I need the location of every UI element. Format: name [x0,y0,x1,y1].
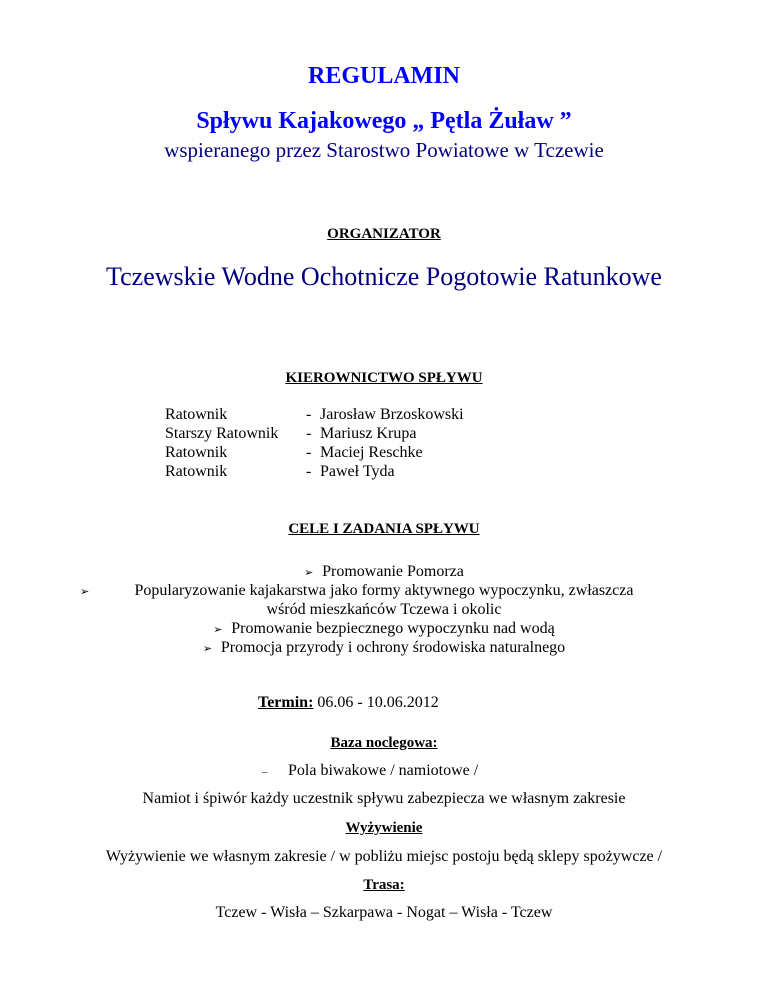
leadership-list [165,405,464,481]
leadership-row [165,462,464,481]
member-name: Paweł Tyda [320,463,395,480]
member-role: Ratownik [165,406,228,423]
goal-text: Promowanie Pomorza [322,563,464,580]
goal-text: Promowanie bezpiecznego wypoczynku nad wodą [231,620,555,637]
member-name: Jarosław Brzoskowski [320,406,464,423]
term-line [258,694,439,712]
dash-bullet-icon: – [262,766,268,778]
accommodation-heading: Baza noclegowa: [330,735,438,751]
member-role: Ratownik [165,444,228,461]
member-name: Mariusz Krupa [320,425,417,442]
document-subtitle: Spływu Kajakowego „ Pętla Żuław ” [196,108,572,134]
arrow-bullet-icon: ➢ [202,643,213,655]
goals-heading: CELE I ZADANIA SPŁYWU [288,521,480,537]
goal-item [0,638,768,659]
member-name: Maciej Reschke [320,444,423,461]
member-role: Starszy Ratownik [165,425,279,442]
arrow-bullet-icon: ➢ [80,586,90,598]
arrow-bullet-icon: ➢ [213,624,223,636]
organizer-name: Tczewskie Wodne Ochotnicze Pogotowie Ratunkowe [106,262,662,291]
goal-item [0,562,768,583]
food-value: Wyżywienie we własnym zakresie / w pobliżu miejsc postoju będą sklepy spożywcze / [105,848,663,865]
goal-item-continuation: wśród mieszkańców Tczewa i okolic [266,601,502,618]
accommodation-note: Namiot i śpiwór każdy uczestnik spływu zabezpiecza we własnym zakresie [142,790,626,807]
arrow-bullet-icon: ➢ [304,567,314,579]
dash-separator: - [306,463,312,480]
term-label: Termin: [258,694,314,711]
term-value: 06.06 - 10.06.2012 [317,694,439,711]
supported-by: wspieranego przez Starostwo Powiatowe w Tczewie [164,138,604,162]
goal-item [0,581,768,600]
goal-text: Popularyzowanie kajakarstwa jako formy aktywnego wypoczynku, zwłaszcza [134,582,634,599]
leadership-row [165,443,464,462]
goal-text: Promocja przyrody i ochrony środowiska naturalnego [220,639,566,656]
dash-separator: - [306,406,312,423]
food-heading: Wyżywienie [345,820,423,836]
goal-item [0,619,768,640]
leadership-row [165,405,464,424]
organizer-heading: ORGANIZATOR [327,226,441,242]
route-value: Tczew - Wisła – Szkarpawa - Nogat – Wisła - Tczew [215,904,553,921]
member-role: Ratownik [165,463,228,480]
document-title: REGULAMIN [307,63,460,89]
accommodation-value: Pola biwakowe / namiotowe / [288,762,479,779]
leadership-row [165,424,464,443]
dash-separator: - [306,444,312,461]
leadership-heading: KIEROWNICTWO SPŁYWU [285,370,483,386]
route-heading: Trasa: [363,877,405,893]
dash-separator: - [306,425,312,442]
accommodation-line [262,762,478,780]
